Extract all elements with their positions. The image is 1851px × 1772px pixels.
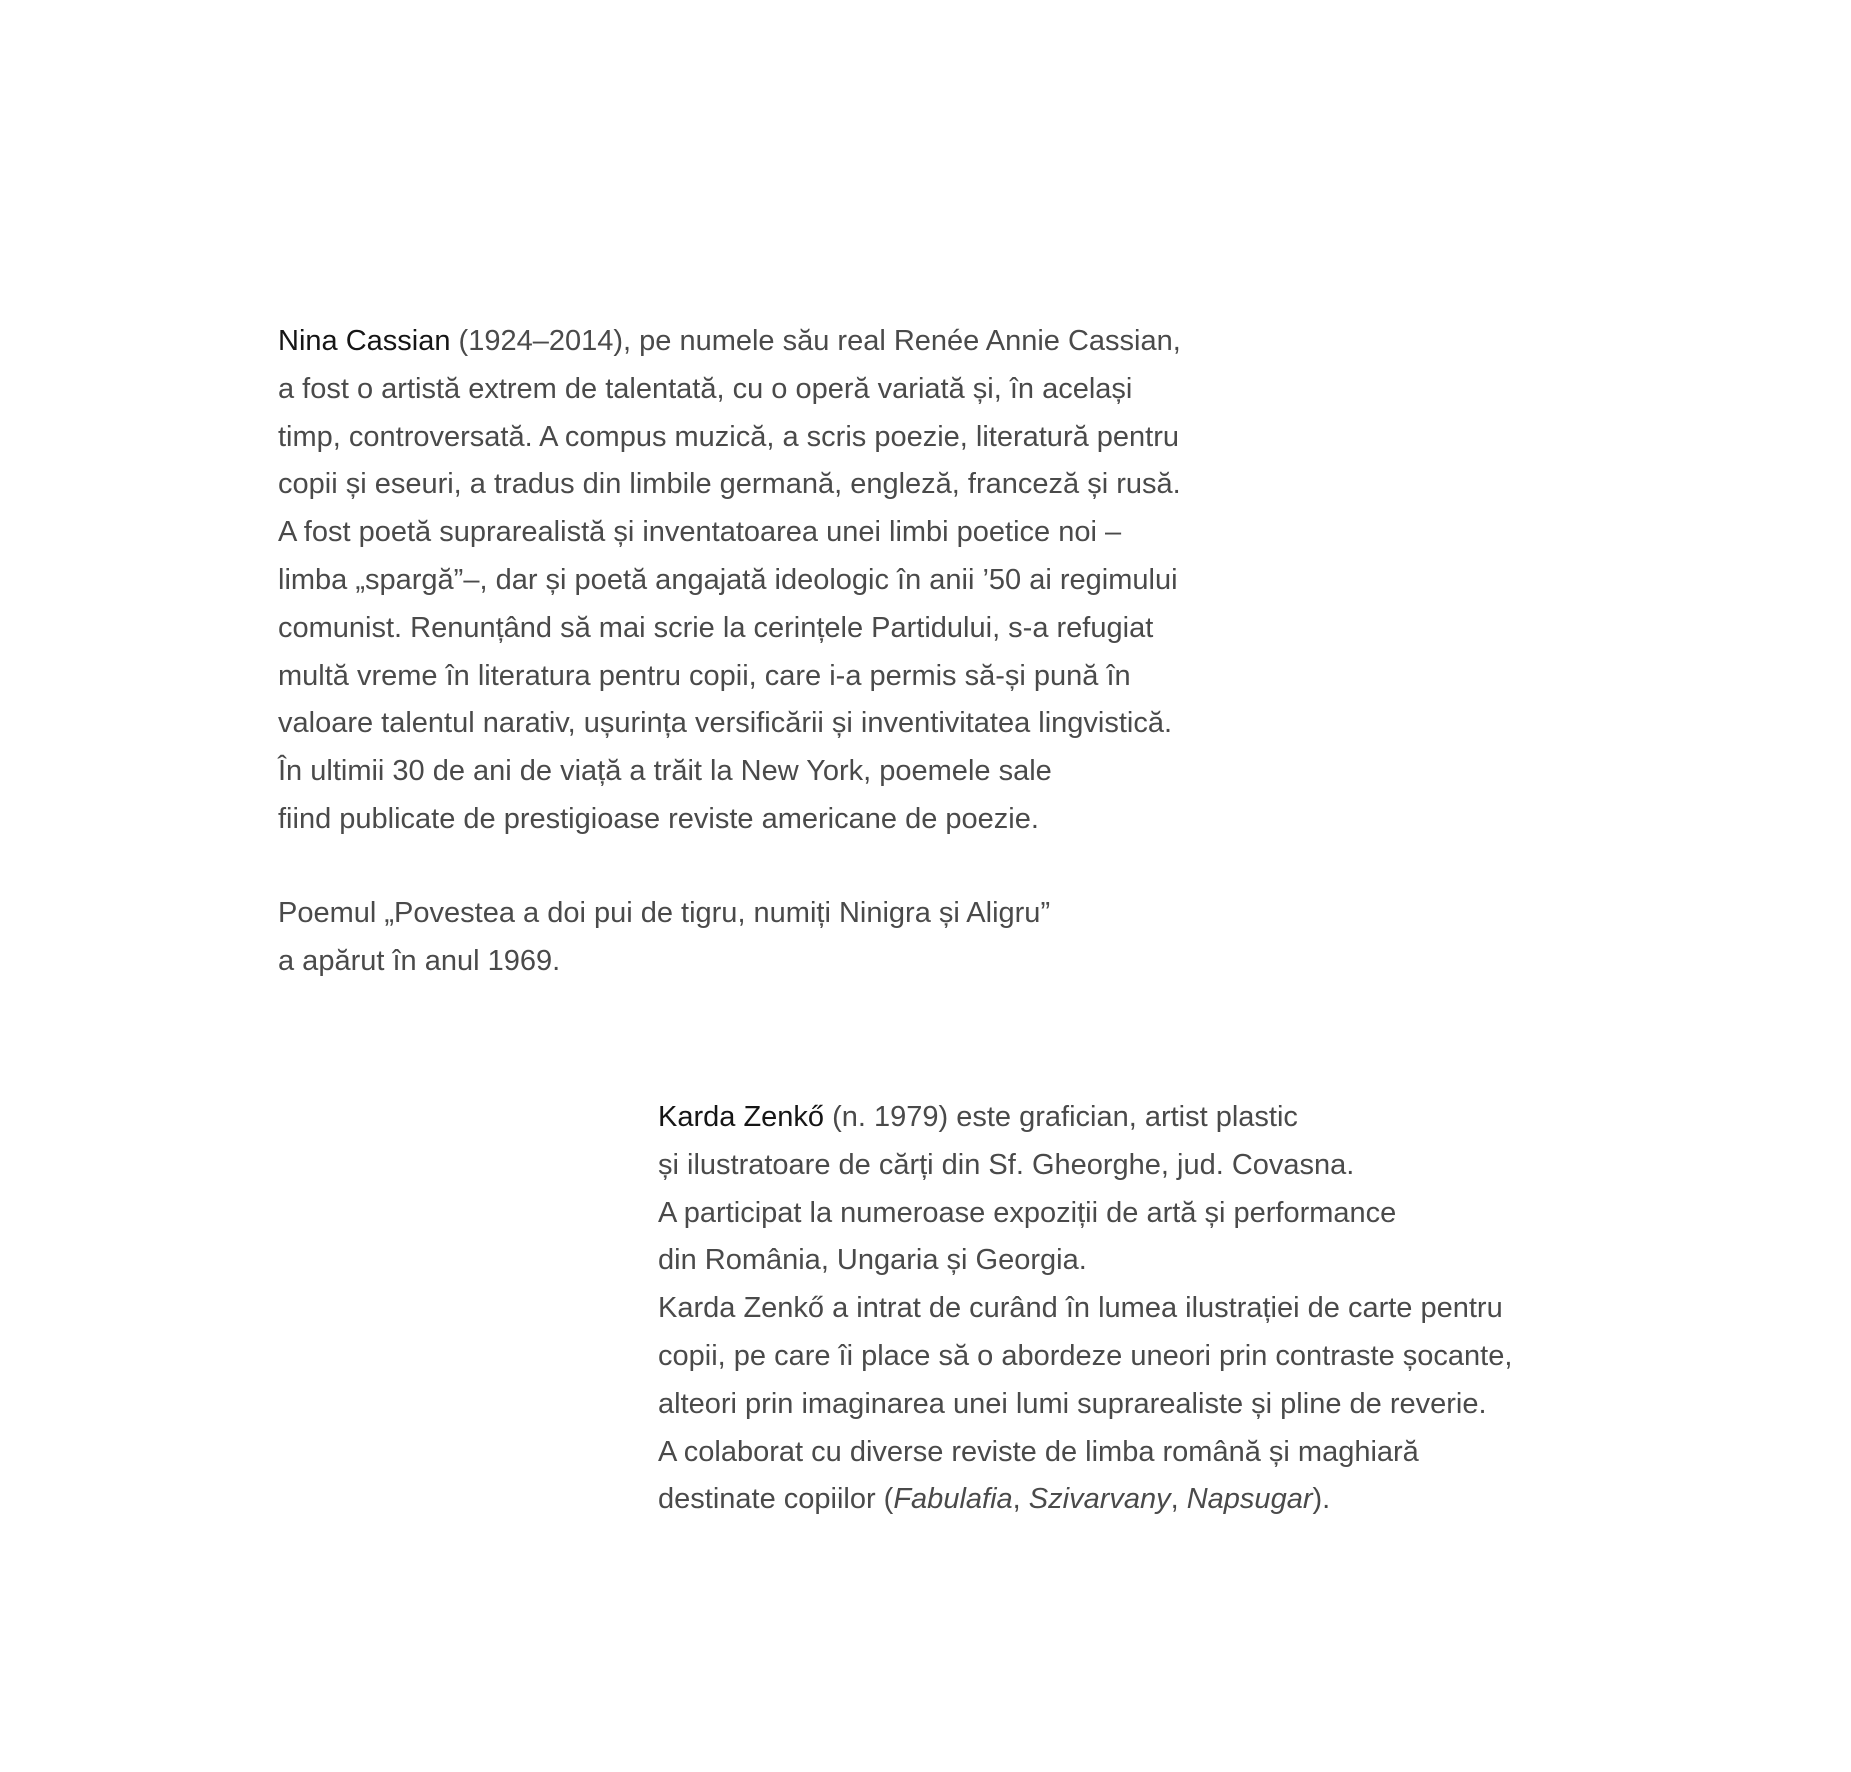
- author-bio-line: fiind publicate de prestigioase reviste americane de poezie.: [278, 802, 1039, 835]
- author-bio-line: timp, controversată. A compus muzică, a scris poezie, literatură pentru: [278, 420, 1180, 453]
- illustrator-bio-line: [658, 1094, 1818, 1142]
- author-bio-line: [278, 318, 1398, 366]
- illustrator-bio: [658, 1094, 1818, 1524]
- author-bio-line: multă vreme în literatura pentru copii, care i-a permis să-și pună în: [278, 659, 1131, 692]
- illustrator-bio-line: A colaborat cu diverse reviste de limba română și maghiară: [658, 1435, 1419, 1468]
- magazine-separator: ,: [1012, 1483, 1029, 1516]
- illustrator-bio-line: alteori prin imaginarea unei lumi suprarealiste și pline de reverie.: [658, 1387, 1487, 1420]
- illustrator-bio-line: din România, Ungaria și Georgia.: [658, 1244, 1087, 1277]
- illustrator-bio-line: Karda Zenkő a intrat de curând în lumea ilustrației de carte pentru: [658, 1292, 1503, 1325]
- illustrator-bio-last-line: [658, 1476, 1818, 1524]
- magazine-separator: ,: [1170, 1483, 1187, 1516]
- illustrator-bio-line: și ilustratoare de cărți din Sf. Gheorghe, jud. Covasna.: [658, 1148, 1355, 1181]
- illustrator-bio-line: A participat la numeroase expoziții de artă și performance: [658, 1196, 1397, 1229]
- poem-note: [278, 890, 1398, 986]
- author-name: Nina Cassian: [278, 325, 451, 357]
- magazines-suffix: ).: [1312, 1483, 1331, 1516]
- illustrator-birth-text: (n. 1979) este grafician, artist plastic: [824, 1101, 1298, 1133]
- illustrator-bio-line: copii, pe care îi place să o abordeze uneori prin contraste șocante,: [658, 1339, 1513, 1372]
- illustrator-name: Karda Zenkő: [658, 1101, 825, 1133]
- poem-note-line: a apărut în anul 1969.: [278, 944, 561, 977]
- author-bio-line: copii și eseuri, a tradus din limbile germană, engleză, franceză și rusă.: [278, 468, 1181, 501]
- magazine-title: Napsugar: [1186, 1483, 1313, 1516]
- author-bio: [278, 318, 1398, 844]
- author-bio-line: limba „spargă”–, dar și poetă angajată ideologic în anii ’50 ai regimului: [278, 563, 1178, 596]
- author-bio-line: În ultimii 30 de ani de viață a trăit la New York, poemele sale: [278, 755, 1052, 788]
- magazine-title: Fabulafia: [893, 1483, 1013, 1516]
- author-lifespan-text: (1924–2014), pe numele său real Renée Annie Cassian,: [450, 325, 1181, 357]
- author-bio-line: comunist. Renunțând să mai scrie la cerințele Partidului, s-a refugiat: [278, 611, 1154, 644]
- poem-note-line: Poemul „Povestea a doi pui de tigru, numiți Ninigra și Aligru”: [278, 897, 1051, 929]
- author-bio-line: A fost poetă suprarealistă și inventatoarea unei limbi poetice noi –: [278, 516, 1122, 549]
- author-bio-line: valoare talentul narativ, ușurința versificării și inventivitatea lingvistică.: [278, 707, 1173, 740]
- author-bio-line: a fost o artistă extrem de talentată, cu o operă variată și, în același: [278, 372, 1133, 405]
- magazine-title: Szivarvany: [1028, 1483, 1171, 1516]
- magazines-prefix: destinate copiilor (: [658, 1483, 894, 1516]
